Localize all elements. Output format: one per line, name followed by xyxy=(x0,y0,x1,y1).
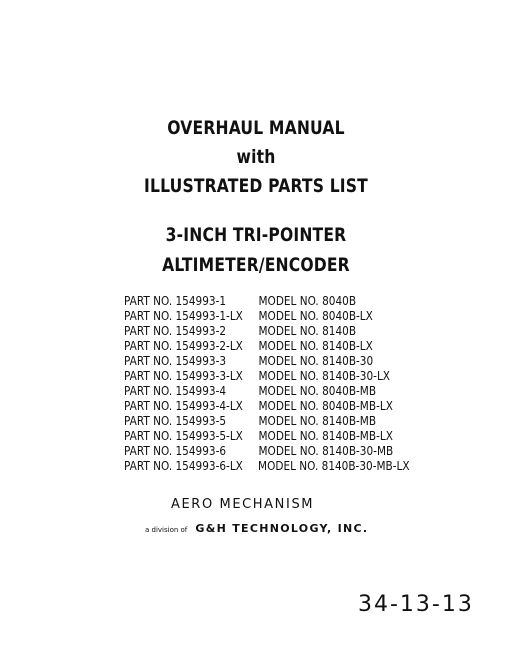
title-line-1: OVERHAUL MANUAL xyxy=(167,117,345,139)
parts-row xyxy=(124,413,410,428)
part-number: PART NO. 154993-1-LX xyxy=(124,308,243,323)
parts-row xyxy=(124,293,410,308)
part-number: PART NO. 154993-6-LX xyxy=(124,458,243,473)
model-number: MODEL NO. 8040B-MB xyxy=(258,383,377,398)
parts-row xyxy=(124,338,410,353)
parts-row xyxy=(124,353,410,368)
model-number: MODEL NO. 8140B-30-MB xyxy=(258,443,394,458)
title-line-4: 3-INCH TRI-POINTER xyxy=(165,224,347,246)
part-number: PART NO. 154993-1 xyxy=(124,293,227,308)
model-number: MODEL NO. 8140B-30 xyxy=(258,353,374,368)
part-number: PART NO. 154993-3-LX xyxy=(124,368,243,383)
part-number: PART NO. 154993-2-LX xyxy=(124,338,243,353)
parts-row xyxy=(124,428,410,443)
division-prefix: a division of xyxy=(145,526,188,534)
title-line-5: ALTIMETER/ENCODER xyxy=(162,254,350,276)
parts-row xyxy=(124,308,410,323)
company-name: AERO MECHANISM xyxy=(171,497,315,512)
parts-row xyxy=(124,383,410,398)
model-number: MODEL NO. 8140B-LX xyxy=(258,338,373,353)
model-number: MODEL NO. 8140B-MB xyxy=(258,413,377,428)
part-number: PART NO. 154993-5-LX xyxy=(124,428,243,443)
part-number: PART NO. 154993-4 xyxy=(124,383,227,398)
part-number: PART NO. 154993-5 xyxy=(124,413,227,428)
division-line xyxy=(145,517,368,536)
model-number: MODEL NO. 8140B-30-MB-LX xyxy=(258,458,410,473)
parts-row xyxy=(124,323,410,338)
model-number: MODEL NO. 8040B-LX xyxy=(258,308,373,323)
title-line-2: with xyxy=(236,146,276,168)
model-number: MODEL NO. 8140B-MB-LX xyxy=(258,428,393,443)
title-line-3: ILLUSTRATED PARTS LIST xyxy=(144,175,368,197)
parent-company: G&H TECHNOLOGY, INC. xyxy=(195,522,369,535)
parts-row xyxy=(124,458,410,473)
parts-row xyxy=(124,443,410,458)
parts-list xyxy=(124,293,464,473)
model-number: MODEL NO. 8040B-MB-LX xyxy=(258,398,393,413)
part-number: PART NO. 154993-3 xyxy=(124,353,227,368)
document-number: 34-13-13 xyxy=(358,592,474,617)
parts-row xyxy=(124,398,410,413)
model-number: MODEL NO. 8140B-30-LX xyxy=(258,368,391,383)
part-number: PART NO. 154993-2 xyxy=(124,323,227,338)
parts-row xyxy=(124,368,410,383)
part-number: PART NO. 154993-4-LX xyxy=(124,398,243,413)
model-number: MODEL NO. 8140B xyxy=(258,323,357,338)
part-number: PART NO. 154993-6 xyxy=(124,443,227,458)
model-number: MODEL NO. 8040B xyxy=(258,293,357,308)
